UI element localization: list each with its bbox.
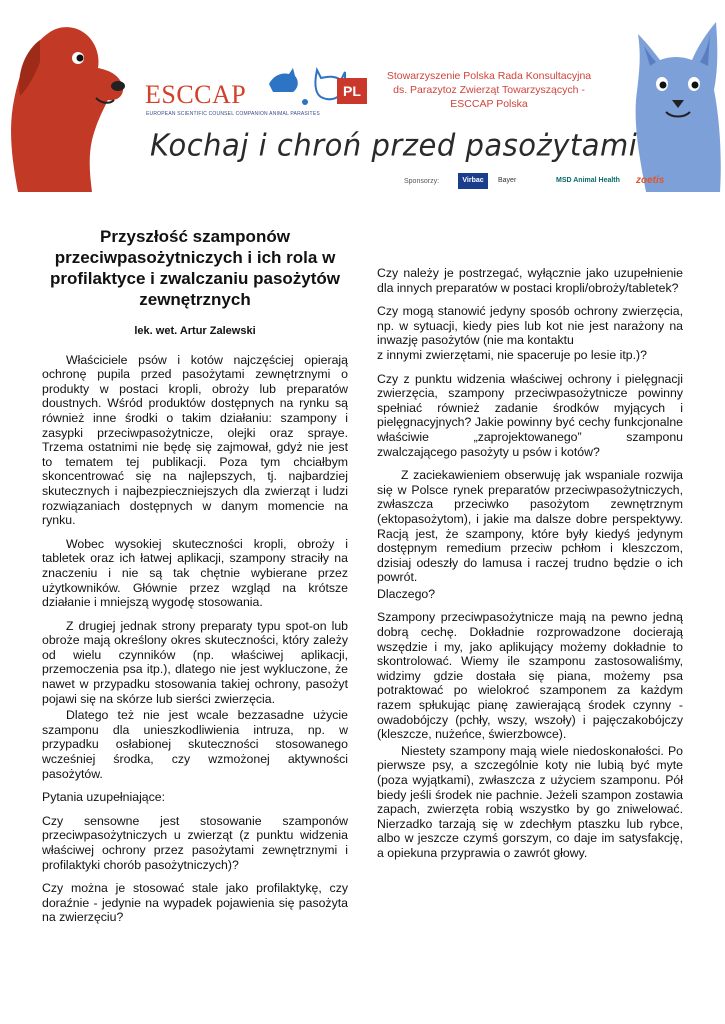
animal-silhouettes-icon	[263, 62, 348, 110]
paragraph: Wobec wysokiej skuteczności kropli, obroży i tabletek oraz ich łatwej aplikacji, szampony straciły na znaczeniu i nie są tak chętnie wybierane przez użytkowników. Głównie przez wzgląd na krótsze działanie i mniejszą wygodę stosowania.	[42, 536, 348, 610]
society-line: ds. Parazytoz Zwierząt Towarzyszących -	[393, 84, 585, 96]
article-title: Przyszłość szamponów przeciwpasożytniczych i ich rola w profilaktyce i zwalczaniu pasożytów zewnętrznych	[49, 227, 341, 309]
country-badge: PL	[337, 78, 367, 104]
sponsor-msd-logo: MSD Animal Health	[556, 177, 620, 184]
society-name	[373, 69, 605, 111]
question: Czy należy je postrzegać, wyłącznie jako uzupełnienie dla innych preparatów w postaci kropli/obroży/tabletek?	[377, 266, 683, 295]
paragraph: Właściciele psów i kotów najczęściej opierają ochronę pupila przed pasożytami zewnętrznymi o produkty w postaci kropli, obroży lub preparatów doustnych. Wśród produktów dostępnych na rynku są również inne środki o takim działaniu: szampony i zasypki przeciwpasożytnicze, olejki oraz spraye. Trzema ostatnimi nie będę się zajmował, gdyż nie jest to tematem tej publikacji. Poza tym chciałbym skoncentrować się na najlepszych, tj. najbardziej skutecznych i najbezpieczniejszych dla zwierząt i ludzi rozwiązaniach dostępnych w danym momencie na rynku.	[42, 352, 348, 528]
question: Czy można je stosować stale jako profilaktykę, czy doraźnie - jedynie na wypadek pojawienia się pasożyta na zwierzęciu?	[42, 881, 348, 925]
article-author: lek. wet. Artur Zalewski	[134, 325, 256, 337]
paragraph: Niestety szampony mają wiele niedoskonałości. Po pierwsze psy, a szczególnie koty nie lubią być myte (poza wyjątkami), zwłaszcza z użyciem szamponu. Pół biedy jeśli środek nie pachnie. Jeżeli szampon zostawia zapach, zwierzęta robią wszystko by go zniwelować. Nierzadko tarzają się w zdechłym ptaszku lub rybce, albo w jeszcze czymś gorszym, co daje im satysfakcję, a opiekuna przyprawia o zawrót głowy.	[377, 743, 683, 860]
article-right-column	[377, 266, 683, 870]
paragraph: Szampony przeciwpasożytnicze mają na pewno jedną dobrą cechę. Dokładnie rozprowadzone docierają wszędzie i my, jako aplikujący możemy dokładnie to skontrolować. Wiemy ile szamponu zastosowaliśmy, widzimy gdzie dostała się piana, możemy psa potraktować po wielokroć szamponem za każdym razem spłukując pianę zawierającą środek czynny - owadobójczy (pchły, wszy, wszoły) i pajęczakobójczy (kleszcze, nużeńce, świerzbowce).	[377, 610, 683, 742]
article-left-column	[42, 226, 348, 934]
question: Czy z punktu widzenia właściwej ochrony i pielęgnacji zwierzęcia, szampony przeciwpasożytnicze powinny spełniać również zadanie środków myjących i pielęgnacyjnych? Jakie powinny być cechy funkcjonalne właściwie „zaprojektowanego” szamponu zwalczającego pasożyty u psów i kotów?	[377, 371, 683, 459]
esccap-logo	[145, 62, 360, 122]
question: Czy mogą stanowić jedyny sposób ochrony zwierzęcia, np. w sytuacji, kiedy pies lub kot nie jest narażony na inwazję pasożytów (nie ma kontaktu z innymi zwierzętami, nie spaceruje po lesie itp.)?	[377, 304, 683, 362]
paragraph: Z drugiej jednak strony preparaty typu spot-on lub obroże mają określony okres skuteczności, który zależy od wielu czynników (np. właściwej aplikacji, przemoczenia psa itp.), dlatego nie jest wykluczone, że nawet w przypadku stosowania takiej ochrony, pasożyt pojawi się na skórze lub sierści zwierzęcia.	[42, 618, 348, 706]
slogan: Kochaj i chroń przed pasożytami	[150, 127, 638, 163]
logo-subtitle: EUROPEAN SCIENTIFIC COUNSEL COMPANION ANIMAL PARASITES	[146, 111, 320, 117]
society-line: ESCCAP Polska	[450, 98, 528, 110]
sponsor-zoetis-logo: zoetis	[636, 175, 665, 186]
sponsors-label: Sponsorzy:	[404, 178, 440, 185]
dog-illustration	[0, 0, 140, 192]
sponsor-virbac-logo: Virbac	[458, 173, 488, 189]
logo-text: ESCCAP	[145, 80, 247, 109]
paragraph: Dlatego też nie jest wcale bezzasadne użycie szamponu dla unieszkodliwienia intruza, np. w przypadku osłabionej skuteczności stosowanego wcześniej środka, czy wzmożonej aktywności pasożytów.	[42, 708, 348, 781]
question: Czy sensowne jest stosowanie szamponów przeciwpasożytniczych u zwierząt (z punktu widzenia właściwej ochrony przez pasożytami zewnętrznymi i profilaktyki chorób pasożytniczych)?	[42, 813, 348, 872]
sponsor-bayer-logo: Bayer	[498, 177, 517, 184]
paragraph: Dlaczego?	[377, 586, 436, 601]
cat-illustration	[610, 0, 725, 192]
paragraph: Z zaciekawieniem obserwuję jak wspaniale rozwija się w Polsce rynek preparatów przeciwpasożytniczych, zwłaszcza przeciwko pasożytom zewnętrznym (ektopasożytom), i jakie ma dalsze dobre perspektywy. Racją jest, że szampony, które były kiedyś jedynym dostępnym remedium przeciw pchłom i kleszczom, dzisiaj odeszły do lamusa i raczej trudno będzie o ich powrót.	[377, 468, 683, 585]
society-line: Stowarzyszenie Polska Rada Konsultacyjna	[386, 70, 592, 82]
questions-heading: Pytania uzupełniające:	[42, 790, 166, 805]
header-banner	[0, 0, 725, 192]
